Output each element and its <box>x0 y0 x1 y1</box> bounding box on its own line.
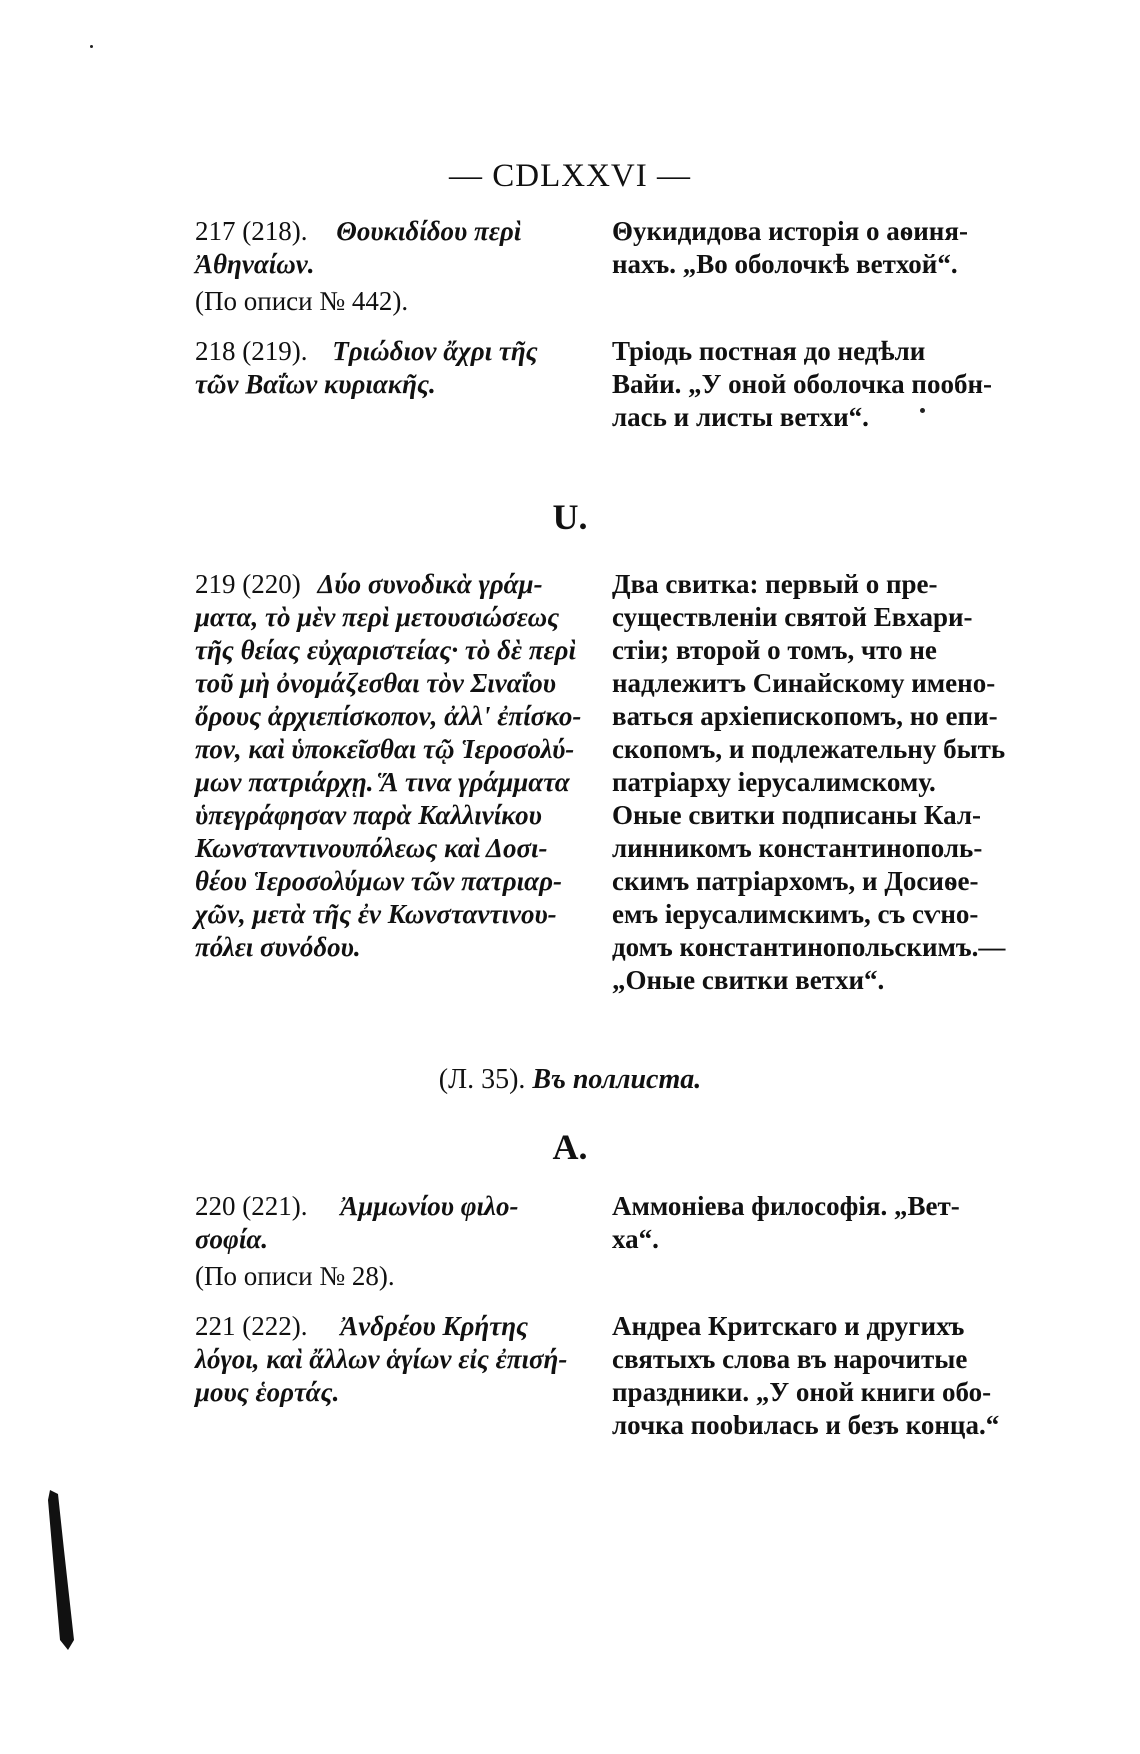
greek-line: μων πατριάρχῃ. Ἅ τινα γράμματα <box>195 767 570 797</box>
greek-line: θέου Ἱεροσολύμων τῶν πατριαρ- <box>195 866 562 896</box>
greek-line: Κωνσταντινουπόλεως καὶ Δοσι- <box>195 833 548 863</box>
greek-line: ματα, τὸ μὲν περὶ μετουσιώσεως <box>195 602 560 632</box>
russian-line: лочка поobилась и безъ конца.“ <box>612 1410 1000 1440</box>
russian-line: праздники. „У оной книги обо- <box>612 1377 992 1407</box>
inventory-ref: (По описи № 442). <box>195 286 409 316</box>
russian-line: домъ константинопольскимъ.— <box>612 932 1006 962</box>
russian-line: Андреа Критскаго и другихъ <box>612 1311 965 1341</box>
greek-line: Δύο συνοδικὰ γράμ- <box>317 569 543 599</box>
page-header: — CDLXXVI — <box>449 158 691 194</box>
greek-line: λόγοι, καὶ ἄλλων ἁγίων εἰς ἐπισή- <box>195 1344 568 1374</box>
entry-number: 221 (222). <box>195 1311 308 1341</box>
russian-line: существленіи святой Евхари- <box>612 602 973 632</box>
greek-title-cont: σοφία. <box>195 1224 269 1254</box>
greek-line: ὑπεγράφησαν παρὰ Καλλινίκου <box>195 800 542 830</box>
greek-line: ὄρους ἀρχιεπίσκοπον, ἀλλ' ἐπίσκο- <box>195 701 582 731</box>
russian-line: скопомъ, и подлежательну быть <box>612 734 1006 764</box>
greek-line: τοῦ μὴ ὀνομάζεσθαι τὸν Σιναΐου <box>195 668 556 698</box>
greek-line: μους ἑορτάς. <box>195 1377 340 1407</box>
greek-title: Τριώδιον ἄχρι τῆς <box>332 336 538 366</box>
russian-line: патріарху іерусалимскому. <box>612 767 936 797</box>
greek-title: Ἀμμωνίου φιλο- <box>340 1191 519 1221</box>
folio-size: Въ поллиста. <box>532 1064 702 1095</box>
section-heading-a: A. <box>552 1127 588 1167</box>
entry-221-right <box>612 1310 1000 1442</box>
section-heading-u: U. <box>552 497 588 537</box>
entry-217-right <box>612 215 997 281</box>
entry-221-left <box>195 1310 570 1409</box>
folio-subtitle <box>0 1064 1140 1096</box>
russian-line: Тріодь постная до недѣли <box>612 336 926 366</box>
entry-number: 220 (221). <box>195 1191 308 1221</box>
greek-line: πόλει συνόδου. <box>195 932 361 962</box>
entry-218-right <box>612 335 997 434</box>
russian-line: емъ іерусалимскимъ, съ сѵно- <box>612 899 979 929</box>
russian-line: ваться архіепископомъ, но епи- <box>612 701 998 731</box>
greek-title: Θουκιδίδου περὶ <box>336 216 522 246</box>
russian-line: Вайи. „У оной оболочка пообн- <box>612 369 993 399</box>
russian-line: святыхъ слова въ нарочитые <box>612 1344 968 1374</box>
russian-line: лась и листы ветхи“. <box>612 402 869 432</box>
greek-line: πον, καὶ ὑποκεῖσθαι τῷ Ἱεροσολύ- <box>195 734 575 764</box>
greek-title: Ἀνδρέου Κρήτης <box>340 1311 529 1341</box>
greek-title-cont: Ἀθηναίων. <box>195 249 315 279</box>
russian-line: скимъ патріархомъ, и Досиѳе- <box>612 866 979 896</box>
ink-speck <box>920 408 925 413</box>
entry-219-left <box>195 568 582 964</box>
scan-edge-mark <box>48 1490 76 1650</box>
entry-220-left <box>195 1190 570 1293</box>
russian-line: надлежитъ Синайскому имено- <box>612 668 996 698</box>
russian-line: нахъ. „Во оболочкѣ ветхой“. <box>612 249 958 279</box>
russian-line: Оные свитки подписаны Кал- <box>612 800 981 830</box>
entry-218-left <box>195 335 570 401</box>
ink-speck <box>90 45 93 48</box>
greek-title-cont: τῶν Βαΐων κυριακῆς. <box>195 369 436 399</box>
entry-217-left <box>195 215 570 318</box>
russian-line: Два свитка: первый о пре- <box>612 569 938 599</box>
greek-line: τῆς θείας εὐχαριστείας· τὸ δὲ περὶ <box>195 635 576 665</box>
folio-ref: (Л. 35). <box>438 1064 526 1095</box>
russian-line: „Оные свитки ветхи“. <box>612 965 885 995</box>
entry-number: 219 (220) <box>195 569 301 599</box>
entry-220-right <box>612 1190 997 1256</box>
russian-line: Аммоніева философія. „Вет- <box>612 1191 960 1221</box>
russian-line: линникомъ константинополь- <box>612 833 983 863</box>
entry-219-right <box>612 568 1006 997</box>
entry-number: 217 (218). <box>195 216 308 246</box>
russian-line: Θукидидова исторія о аѳиня- <box>612 216 968 246</box>
greek-line: χῶν, μετὰ τῆς ἐν Κωνσταντινου- <box>195 899 557 929</box>
entry-number: 218 (219). <box>195 336 308 366</box>
russian-line: стіи; второй о томъ, что не <box>612 635 937 665</box>
inventory-ref: (По описи № 28). <box>195 1261 395 1291</box>
russian-line: ха“. <box>612 1224 659 1254</box>
